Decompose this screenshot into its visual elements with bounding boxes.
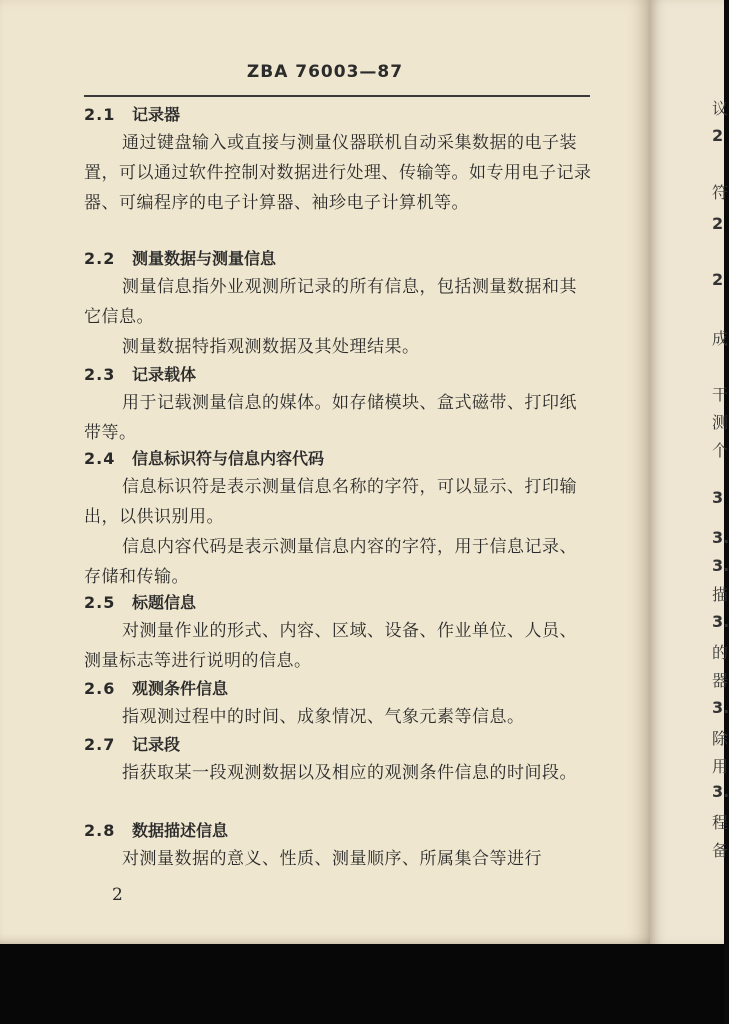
paragraph: 测量信息指外业观测所记录的所有信息，包括测量数据和其它信息。 (84, 277, 577, 327)
paragraph: 信息内容代码是表示测量信息内容的字符，用于信息记录、存储和传输。 (84, 537, 577, 587)
section-number: 2.8 (84, 821, 116, 840)
section-heading (84, 362, 594, 388)
fragment: 符 (712, 183, 729, 202)
section-heading (84, 246, 594, 272)
fragment: 器 (712, 671, 729, 690)
section-title: 标题信息 (132, 593, 197, 612)
paragraph: 对测量作业的形式、内容、区域、设备、作业单位、人员、测量标志等进行说明的信息。 (84, 621, 577, 671)
section-title: 记录段 (132, 735, 181, 754)
section-number: 2.2 (84, 249, 116, 268)
page-header: ZBA 76003—87 (246, 62, 404, 82)
section-number: 2.6 (84, 679, 116, 698)
section-heading (84, 102, 594, 128)
section-number: 2.3 (84, 365, 116, 384)
section-2-2 (84, 246, 594, 362)
paragraph: 信息标识符是表示测量信息名称的字符，可以显示、打印输出，以供识别用。 (84, 477, 577, 527)
section-number: 2.4 (84, 449, 116, 468)
fragment: 2 (712, 214, 724, 233)
section-heading (84, 818, 594, 844)
section-title: 记录载体 (132, 365, 197, 384)
section-2-7 (84, 732, 594, 788)
section-heading (84, 446, 594, 472)
fragment: 2 (712, 126, 724, 145)
fragment: 3. (712, 698, 729, 717)
paragraph: 通过键盘输入或直接与测量仪器联机自动采集数据的电子装置，可以通过软件控制对数据进行处理、传输等。如专用电子记录器、可编程序的电子计算器、袖珍电子计算机等。 (84, 133, 592, 213)
fragment: 除 (712, 729, 729, 748)
fragment: 程 (712, 813, 729, 832)
fragment: 的 (712, 643, 729, 662)
section-number: 2.1 (84, 105, 116, 124)
section-2-3 (84, 362, 594, 448)
fragment: 个 (712, 441, 729, 460)
paragraph: 指获取某一段观测数据以及相应的观测条件信息的时间段。 (122, 763, 577, 783)
fragment: 测 (712, 413, 729, 432)
section-2-8 (84, 818, 594, 874)
fragment: 成 (712, 329, 729, 348)
section-title: 观测条件信息 (132, 679, 229, 698)
section-number: 2.5 (84, 593, 116, 612)
section-number: 2.7 (84, 735, 116, 754)
section-title: 信息标识符与信息内容代码 (132, 449, 325, 468)
fragment: 备 (712, 841, 729, 860)
section-heading (84, 732, 594, 758)
fragment: 2 (712, 270, 724, 289)
adjacent-page-edge (650, 0, 729, 944)
header-rule (84, 95, 590, 97)
fragment: 描 (712, 585, 729, 604)
fragment: 3. (712, 556, 729, 575)
fragment: 3. (712, 528, 729, 547)
section-2-5 (84, 590, 594, 676)
section-heading (84, 590, 594, 616)
paragraph: 用于记载测量信息的媒体。如存储模块、盒式磁带、打印纸带等。 (84, 393, 577, 443)
section-2-6 (84, 676, 594, 732)
section-title: 测量数据与测量信息 (132, 249, 277, 268)
fragment: 议 (712, 99, 729, 118)
paragraph: 对测量数据的意义、性质、测量顺序、所属集合等进行 (122, 849, 542, 869)
section-2-4 (84, 446, 594, 592)
fragment: 3 (712, 488, 724, 507)
fragment: 用 (712, 757, 729, 776)
paragraph: 指观测过程中的时间、成象情况、气象元素等信息。 (122, 707, 525, 727)
scan-background (0, 944, 724, 1024)
fragment: 3. (712, 612, 729, 631)
paragraph: 测量数据特指观测数据及其处理结果。 (122, 337, 420, 357)
fragment: 3. (712, 782, 729, 801)
page-number: 2 (112, 885, 123, 905)
section-heading (84, 676, 594, 702)
section-title: 记录器 (132, 105, 181, 124)
section-2-1 (84, 102, 594, 218)
fragment: 干 (712, 385, 729, 404)
section-title: 数据描述信息 (132, 821, 229, 840)
